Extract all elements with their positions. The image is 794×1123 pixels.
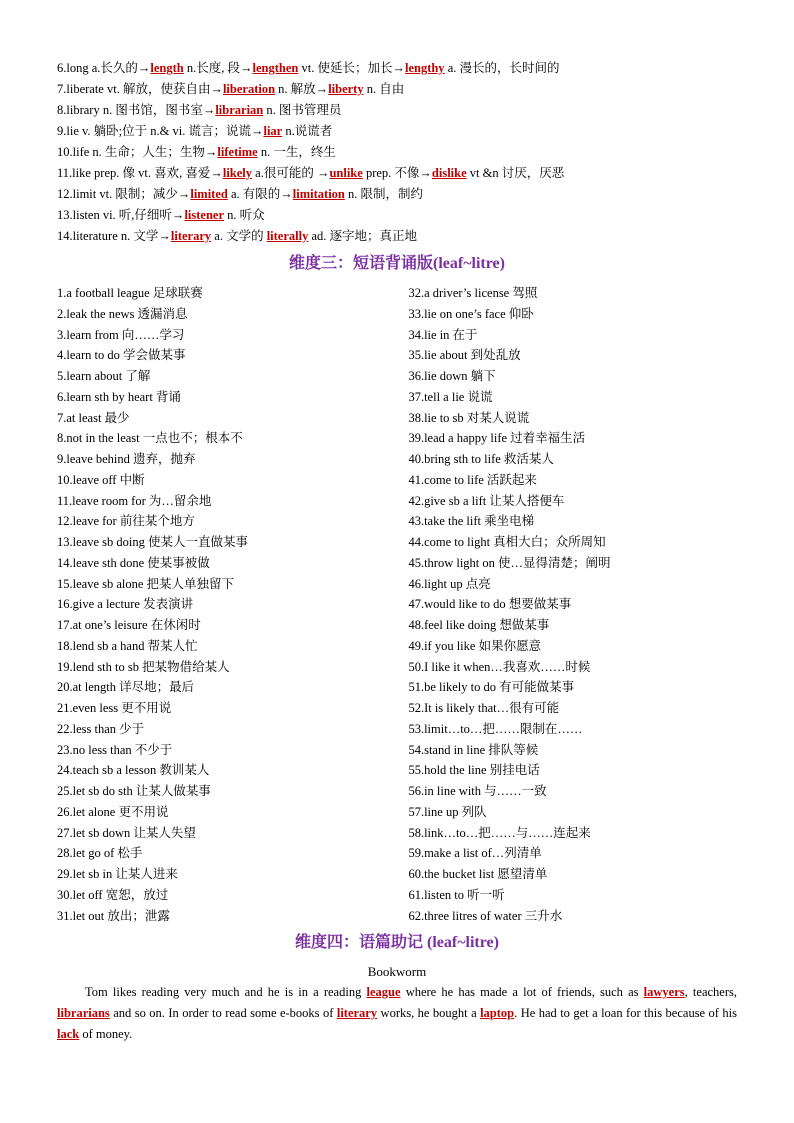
key-word: librarian bbox=[215, 103, 264, 117]
phrase-item: 6.learn sth by heart 背诵 bbox=[57, 389, 181, 404]
phrase-item: 12.leave for 前往某个地方 bbox=[57, 514, 195, 529]
phrase-item: 43.take the lift 乘坐电梯 bbox=[408, 514, 535, 529]
key-word: liberation bbox=[222, 82, 276, 96]
key-word: liberty bbox=[328, 82, 364, 96]
section-3-heading: 维度三：短语背诵版(leaf~litre) bbox=[289, 255, 505, 272]
key-word: likely bbox=[222, 166, 253, 180]
phrase-item: 1.a football league 足球联赛 bbox=[57, 286, 203, 300]
text-run: a. 有限的→ bbox=[227, 187, 293, 201]
key-word: listener bbox=[184, 208, 225, 222]
phrase-column-right bbox=[408, 283, 737, 926]
phrase-item: 45.throw light on 使…显得清楚；阐明 bbox=[408, 555, 611, 570]
text-run: ad. 逐字地；真正地 bbox=[308, 229, 418, 243]
text-run: 8.library n. 图书馆，图书室→ bbox=[57, 103, 216, 117]
section-4-heading: 维度四：语篇助记 (leaf~litre) bbox=[295, 934, 499, 952]
phrase-item: 19.lend sth to sb 把某物借给某人 bbox=[57, 659, 230, 674]
phrase-item: 22.less than 少于 bbox=[57, 721, 145, 736]
text-run: n. 限制，制约 bbox=[344, 187, 424, 201]
phrase-item: 27.let sb down 让某人失望 bbox=[57, 825, 196, 840]
key-word: unlike bbox=[329, 166, 363, 180]
phrase-item: 25.let sb do sth 让某人做某事 bbox=[57, 784, 211, 798]
phrase-item: 60.the bucket list 愿望清单 bbox=[408, 867, 548, 881]
text-run: a. 漫长的，长时间的 bbox=[444, 61, 560, 75]
phrase-item: 37.tell a lie 说谎 bbox=[408, 389, 493, 404]
text-run: , teachers, bbox=[684, 985, 737, 1000]
phrase-item: 32.a driver’s license 驾照 bbox=[408, 286, 538, 300]
key-word: liar bbox=[263, 124, 283, 138]
phrase-item: 39.lead a happy life 过着幸福生活 bbox=[408, 431, 586, 446]
phrase-item: 16.give a lecture 发表演讲 bbox=[57, 597, 194, 612]
phrase-item: 4.learn to do 学会做某事 bbox=[57, 348, 186, 363]
key-word: literary bbox=[170, 229, 212, 243]
phrase-item: 5.learn about 了解 bbox=[57, 369, 151, 383]
text-run: n. 一生，终生 bbox=[257, 145, 336, 159]
phrase-item: 48.feel like doing 想做某事 bbox=[408, 618, 550, 632]
phrase-item: 55.hold the line 别挂电话 bbox=[408, 763, 540, 778]
phrase-item: 24.teach sb a lesson 教训某人 bbox=[57, 763, 210, 778]
phrase-item: 36.lie down 躺下 bbox=[408, 369, 496, 383]
vocab-entry bbox=[57, 58, 737, 79]
phrase-item: 17.at one’s leisure 在休闲时 bbox=[57, 618, 201, 632]
phrase-item: 38.lie to sb 对某人说谎 bbox=[408, 410, 530, 425]
key-word: librarians bbox=[57, 1006, 110, 1021]
phrase-item: 42.give sb a lift 让某人搭便车 bbox=[408, 493, 565, 508]
phrase-item: 20.at length 详尽地；最后 bbox=[57, 680, 195, 695]
phrase-item: 46.light up 点亮 bbox=[408, 576, 491, 591]
phrase-item: 28.let go of 松手 bbox=[57, 846, 143, 861]
key-word: lawyers bbox=[643, 985, 685, 1000]
key-word: laptop bbox=[480, 1006, 515, 1021]
vocab-entry bbox=[57, 226, 737, 247]
phrase-item: 8.not in the least 一点也不；根本不 bbox=[57, 431, 243, 446]
text-run: . He had to get a loan for this because of his bbox=[514, 1006, 737, 1021]
text-run: and so on. In order to read some e-books of bbox=[109, 1006, 337, 1021]
phrase-item: 7.at least 最少 bbox=[57, 410, 130, 425]
text-run: a.很可能的 → bbox=[252, 166, 330, 180]
phrase-item: 61.listen to 听一听 bbox=[408, 887, 505, 902]
text-run: vt. 使延长；加长→ bbox=[298, 61, 405, 75]
phrase-item: 57.line up 列队 bbox=[408, 804, 487, 819]
vocab-entry bbox=[57, 205, 737, 226]
phrase-item: 30.let off 宽恕，放过 bbox=[57, 887, 169, 902]
text-run: where he has made a lot of friends, such as bbox=[400, 985, 644, 1000]
text-run: 6.long a.长久的→ bbox=[57, 61, 151, 75]
vocab-entry bbox=[57, 163, 737, 184]
phrase-item: 29.let sb in 让某人进来 bbox=[57, 867, 178, 881]
phrase-item: 40.bring sth to life 救活某人 bbox=[408, 452, 554, 466]
phrase-item: 26.let alone 更不用说 bbox=[57, 804, 169, 819]
text-run: 14.literature n. 文学→ bbox=[57, 229, 171, 243]
text-run: n. 听众 bbox=[224, 208, 265, 222]
phrase-item: 44.come to light 真相大白；众所周知 bbox=[408, 535, 606, 549]
text-run: n. 自由 bbox=[363, 82, 405, 96]
text-run: n. 解放→ bbox=[275, 82, 329, 96]
key-word: league bbox=[366, 985, 401, 1000]
phrase-item: 52.It is likely that…很有可能 bbox=[408, 701, 560, 715]
key-word: literally bbox=[266, 229, 309, 243]
text-run: Tom likes reading very much and he is in a reading bbox=[85, 985, 367, 1000]
key-word: lengthy bbox=[404, 61, 445, 75]
text-run: 11.like prep. 像 vt. 喜欢, 喜爱→ bbox=[57, 166, 223, 180]
text-run: 9.lie v. 躺卧;位于 n.& vi. 谎言；说谎→ bbox=[57, 124, 264, 138]
key-word: length bbox=[150, 61, 184, 75]
phrase-item: 13.leave sb doing 使某人一直做某事 bbox=[57, 535, 248, 549]
phrase-item: 14.leave sth done 使某事被做 bbox=[57, 555, 210, 570]
phrase-item: 56.in line with 与……一致 bbox=[408, 784, 547, 798]
text-run: vt &n 讨厌，厌恶 bbox=[466, 166, 565, 180]
phrase-item: 58.link…to…把……与……连起来 bbox=[408, 825, 591, 840]
phrase-item: 10.leave off 中断 bbox=[57, 472, 145, 487]
phrase-item: 2.leak the news 透漏消息 bbox=[57, 306, 188, 321]
text-run: 12.limit vt. 限制；减少→ bbox=[57, 187, 191, 201]
phrase-item: 41.come to life 活跃起来 bbox=[408, 472, 537, 487]
phrase-item: 23.no less than 不少于 bbox=[57, 742, 173, 757]
story-paragraph bbox=[57, 982, 737, 1045]
text-run: of money. bbox=[79, 1027, 133, 1042]
key-word: limitation bbox=[292, 187, 345, 201]
phrase-item: 31.let out 放出；泄露 bbox=[57, 908, 170, 923]
story-title: Bookworm bbox=[367, 964, 427, 980]
text-run: 7.liberate vt. 解放，使获自由→ bbox=[57, 82, 223, 96]
vocabulary-list bbox=[57, 58, 737, 247]
vocab-entry bbox=[57, 142, 737, 163]
phrase-item: 3.learn from 向……学习 bbox=[57, 327, 185, 342]
text-run: works, he bought a bbox=[377, 1006, 481, 1021]
phrase-item: 59.make a list of…列清单 bbox=[408, 846, 542, 861]
phrase-item: 51.be likely to do 有可能做某事 bbox=[408, 680, 575, 695]
text-run: a. 文学的 bbox=[211, 229, 267, 243]
text-run: 13.listen vi. 听,仔细听→ bbox=[57, 208, 185, 222]
phrase-item: 18.lend sb a hand 帮某人忙 bbox=[57, 638, 198, 653]
key-word: lack bbox=[57, 1027, 80, 1042]
phrase-item: 21.even less 更不用说 bbox=[57, 701, 172, 715]
phrase-item: 34.lie in 在于 bbox=[408, 327, 478, 342]
text-run: n.说谎者 bbox=[282, 124, 333, 138]
phrase-item: 9.leave behind 遗弃，抛弃 bbox=[57, 452, 196, 466]
phrase-item: 62.three litres of water 三升水 bbox=[408, 908, 563, 923]
vocab-entry bbox=[57, 79, 737, 100]
phrase-item: 54.stand in line 排队等候 bbox=[408, 742, 539, 757]
key-word: limited bbox=[190, 187, 228, 201]
phrase-column-left bbox=[57, 283, 408, 926]
vocab-entry bbox=[57, 184, 737, 205]
phrase-item: 47.would like to do 想要做某事 bbox=[408, 597, 572, 612]
key-word: lengthen bbox=[252, 61, 299, 75]
document-page bbox=[57, 58, 737, 1045]
key-word: dislike bbox=[431, 166, 467, 180]
text-run: 10.life n. 生命；人生；生物→ bbox=[57, 145, 218, 159]
phrase-item: 50.I like it when…我喜欢……时候 bbox=[408, 659, 591, 674]
phrase-item: 35.lie about 到处乱放 bbox=[408, 348, 521, 363]
text-run: n. 图书管理员 bbox=[263, 103, 342, 117]
phrase-item: 49.if you like 如果你愿意 bbox=[408, 638, 542, 653]
text-run: n.长度, 段→ bbox=[183, 61, 253, 75]
key-word: literary bbox=[336, 1006, 378, 1021]
vocab-entry bbox=[57, 121, 737, 142]
phrase-item: 11.leave room for 为…留余地 bbox=[57, 493, 212, 508]
text-run: prep. 不像→ bbox=[362, 166, 432, 180]
key-word: lifetime bbox=[217, 145, 258, 159]
phrase-columns bbox=[57, 283, 737, 926]
phrase-item: 33.lie on one’s face 仰卧 bbox=[408, 306, 534, 321]
phrase-item: 53.limit…to…把……限制在…… bbox=[408, 721, 583, 736]
vocab-entry bbox=[57, 100, 737, 121]
phrase-item: 15.leave sb alone 把某人单独留下 bbox=[57, 576, 235, 591]
